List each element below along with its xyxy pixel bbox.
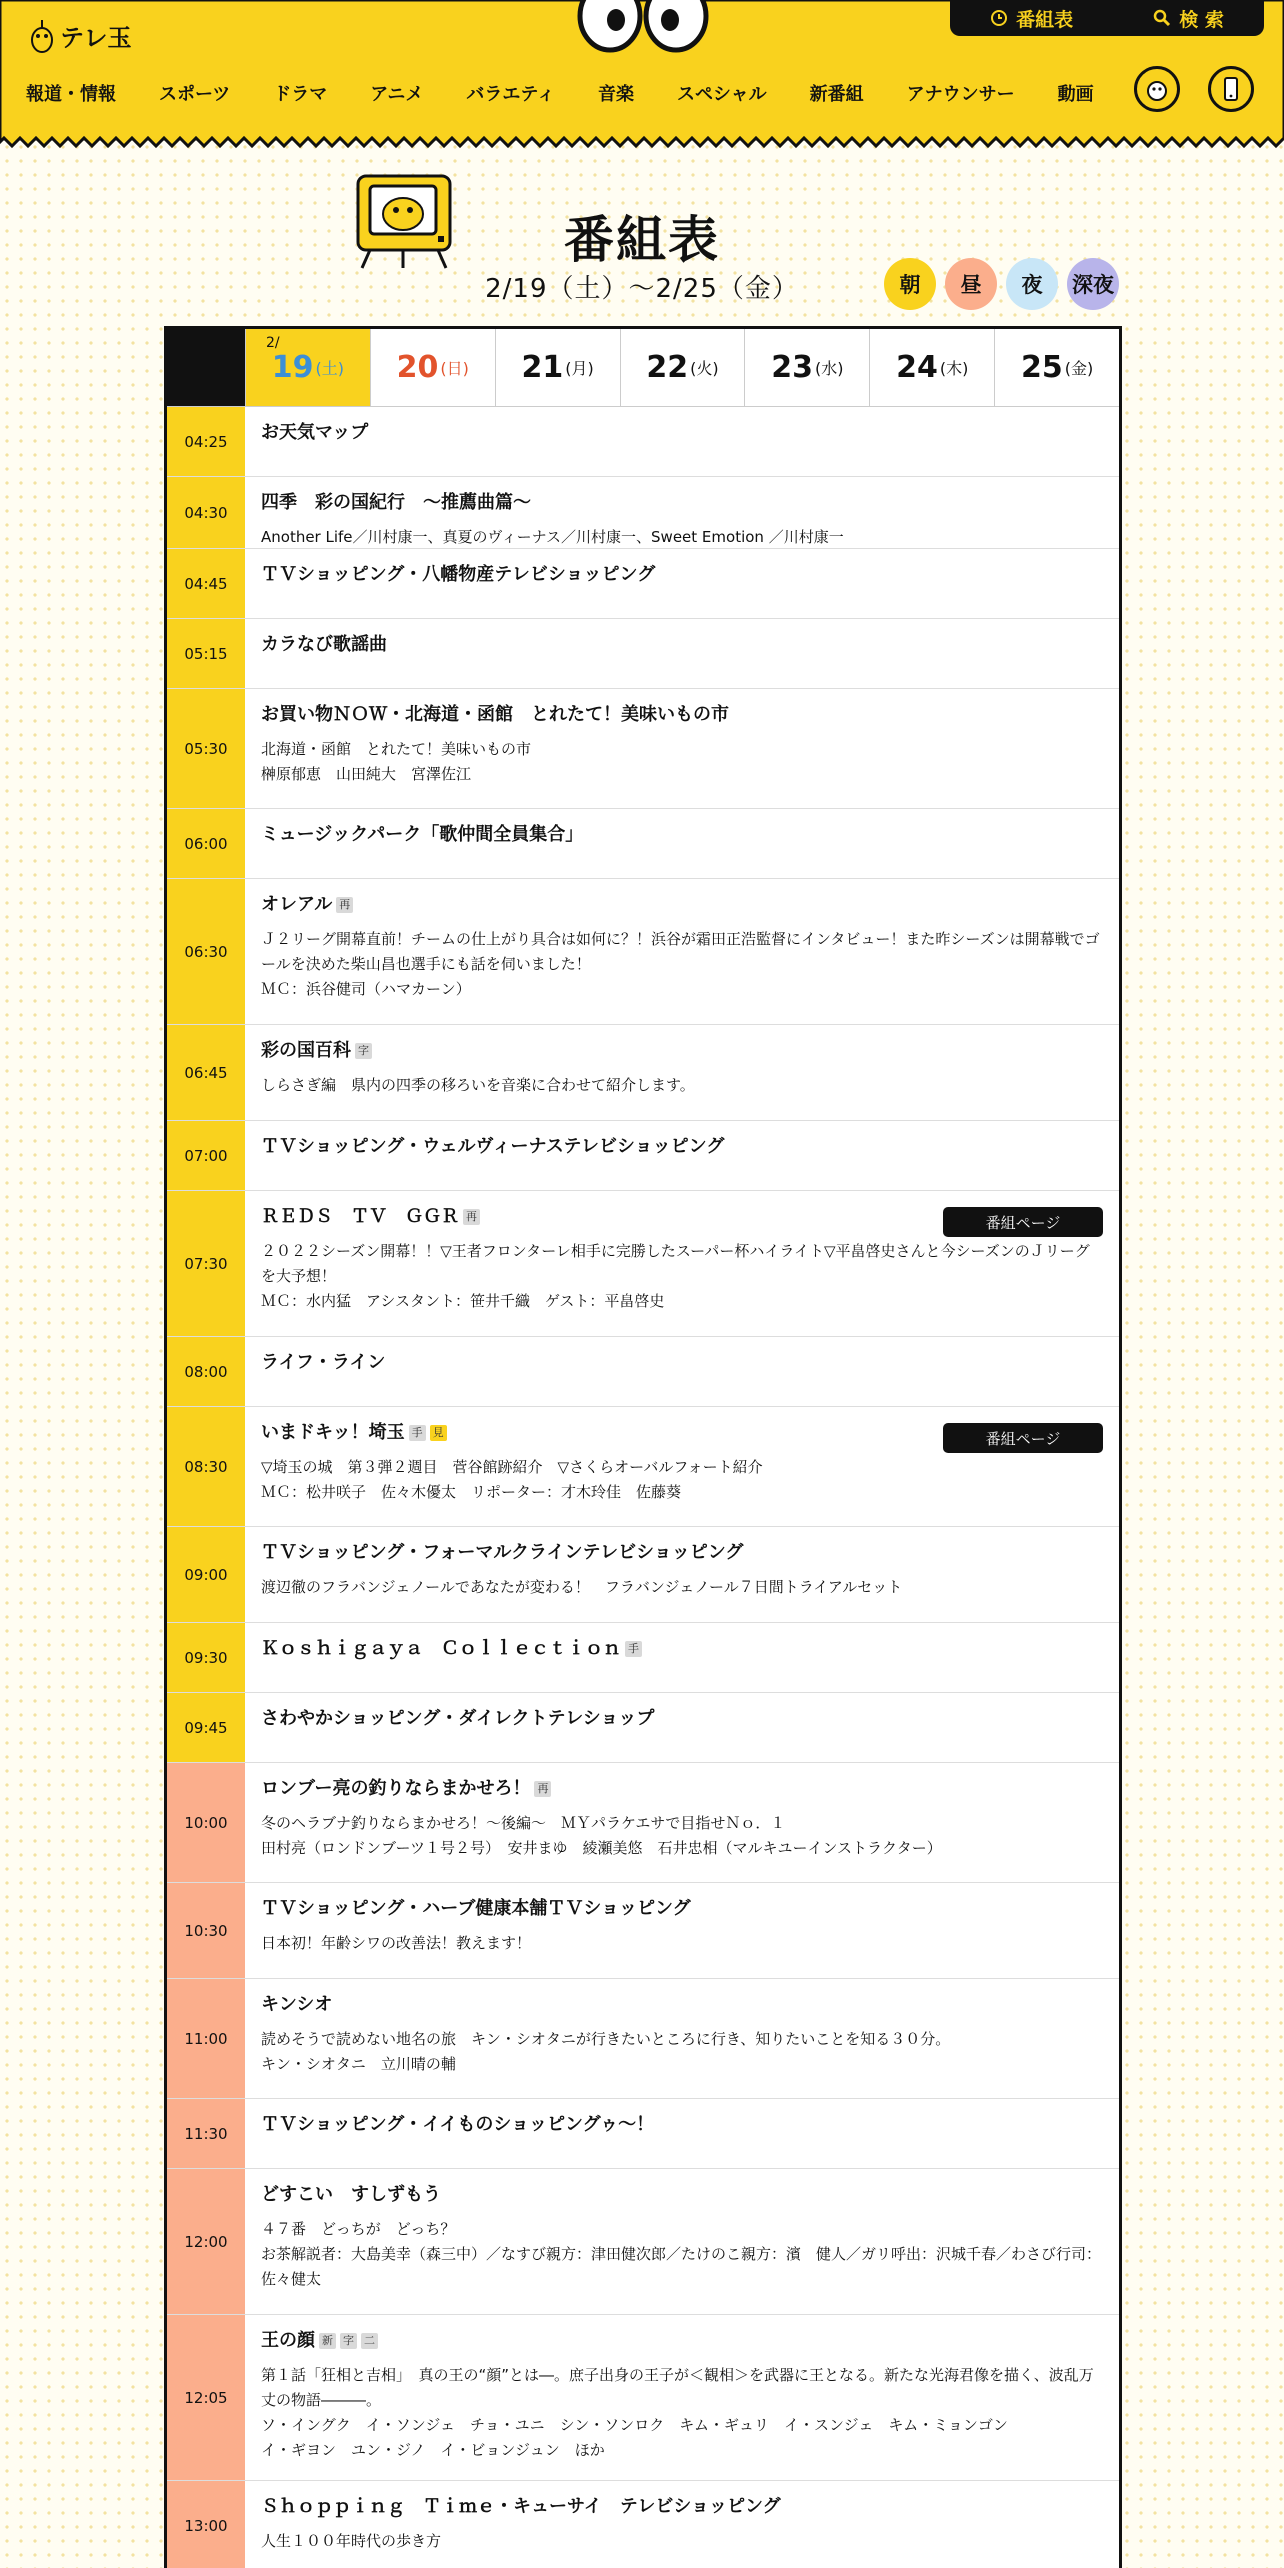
program-title: キンシオ bbox=[261, 1994, 333, 2015]
program-title: カラなび歌謡曲 bbox=[261, 634, 387, 655]
program-badge: 字 bbox=[355, 1043, 372, 1059]
program-cell[interactable] bbox=[245, 1337, 1119, 1406]
program-row bbox=[167, 2481, 1119, 2568]
site-logo[interactable] bbox=[30, 16, 132, 54]
program-badge: 再 bbox=[534, 1781, 551, 1797]
day-number: 23 bbox=[771, 350, 813, 385]
search-icon bbox=[1153, 9, 1171, 27]
program-title-line bbox=[261, 2113, 1103, 2137]
program-time: 13:00 bbox=[167, 2481, 245, 2568]
program-cell[interactable] bbox=[245, 477, 1119, 548]
program-title: ＴＶショッピング・イイものショッピングゥ～！ bbox=[261, 2114, 655, 2135]
program-time: 08:30 bbox=[167, 1407, 245, 1526]
program-cell[interactable] bbox=[245, 809, 1119, 878]
day-tab-25[interactable] bbox=[994, 329, 1119, 406]
nav-new-programs[interactable]: 新番組 bbox=[809, 84, 864, 105]
nav-special[interactable]: スペシャル bbox=[676, 84, 767, 105]
program-row bbox=[167, 2099, 1119, 2169]
program-description: 第１話「狂相と吉相」 真の王の“顔”とは―。庶子出身の王子が＜観相＞を武器に王となる。新たな光海君像を描く、波乱万丈の物語―――。 ソ・イングク イ・ソンジェ チョ・ユニ シン・ソンロク キム・ギュリ イ・スンジェ キム・ミョンゴン イ・ギヨン ユン・ジノ イ・ビョンジュン ほか bbox=[261, 2366, 1094, 2459]
program-time: 09:45 bbox=[167, 1693, 245, 1762]
program-title: ＴＶショッピング・八幡物産テレビショッピング bbox=[261, 564, 656, 585]
search-link-label: 検 索 bbox=[1179, 8, 1224, 31]
program-cell[interactable] bbox=[245, 1623, 1119, 1692]
program-title: ＴＶショッピング・ハーブ健康本舗ＴＶショッピング bbox=[261, 1898, 691, 1919]
morning-button[interactable]: 朝 bbox=[884, 258, 936, 310]
program-cell[interactable] bbox=[245, 1979, 1119, 2098]
program-time: 09:30 bbox=[167, 1623, 245, 1692]
program-description: Another Life／川村康一、真夏のヴィーナス／川村康一、Sweet Emotion ／川村康一 bbox=[261, 528, 844, 546]
program-title: Ｓｈｏｐｐｉｎｇ Ｔｉｍｅ・キューサイ テレビショッピング bbox=[261, 2496, 781, 2517]
day-number: 21 bbox=[521, 350, 564, 385]
program-time: 06:45 bbox=[167, 1025, 245, 1120]
program-cell[interactable] bbox=[245, 1527, 1119, 1622]
day-tab-20[interactable] bbox=[370, 329, 495, 406]
late-night-button[interactable]: 深夜 bbox=[1067, 258, 1119, 310]
program-cell[interactable] bbox=[245, 407, 1119, 476]
program-time: 09:00 bbox=[167, 1527, 245, 1622]
program-title-line bbox=[261, 1637, 1103, 1661]
program-description: 人生１００年時代の歩き方 bbox=[261, 2532, 442, 2550]
day-number: 25 bbox=[1020, 350, 1063, 385]
program-time: 12:05 bbox=[167, 2315, 245, 2480]
program-cell[interactable] bbox=[245, 2481, 1119, 2568]
program-row bbox=[167, 1191, 1119, 1337]
program-title: さわやかショッピング・ダイレクトテレショップ bbox=[261, 1708, 655, 1729]
mascot-eyes-icon bbox=[568, 0, 718, 62]
mobile-phone-icon bbox=[1218, 76, 1244, 102]
daytime-button[interactable]: 昼 bbox=[945, 258, 997, 310]
logo-text: テレ玉 bbox=[60, 23, 132, 52]
program-description: しらさぎ編 県内の四季の移ろいを音楽に合わせて紹介します。 bbox=[261, 1076, 695, 1094]
program-title-line bbox=[261, 2495, 1103, 2519]
program-page-button[interactable]: 番組ページ bbox=[943, 1423, 1103, 1453]
program-row bbox=[167, 1121, 1119, 1191]
program-cell[interactable] bbox=[245, 1121, 1119, 1190]
mascot-logo-icon bbox=[30, 16, 54, 54]
program-badge: 手 bbox=[625, 1641, 642, 1657]
program-badge: 手 bbox=[409, 1425, 426, 1441]
program-description: Ｊ２リーグ開幕直前！チームの仕上がり具合は如何に？！浜谷が霜田正浩監督にインタビュー！また昨シーズンは開幕戦でゴールを決めた柴山昌也選手にも話を伺いました！ ＭＣ：浜谷健司（ハマカーン） bbox=[261, 930, 1100, 998]
program-row bbox=[167, 1979, 1119, 2099]
program-time: 06:30 bbox=[167, 879, 245, 1024]
program-time: 04:25 bbox=[167, 407, 245, 476]
program-description: ４７番 どっちが どっち？ お茶解説者：大島美幸（森三中）／なすび親方：津田健次郎／たけのこ親方：濱 健人／ガリ呼出：沢城千春／わさび行司：佐々健太 bbox=[261, 2220, 1102, 2288]
program-description: ▽埼玉の城 第３弾２週目 菅谷館跡紹介 ▽さくらオーバルフォート紹介 ＭＣ：松井咲子 佐々木優太 リポーター：才木玲佳 佐藤葵 bbox=[261, 1458, 763, 1501]
program-title: 四季 彩の国紀行 ～推薦曲篇～ bbox=[261, 492, 531, 513]
program-time: 07:00 bbox=[167, 1121, 245, 1190]
program-badge: 再 bbox=[463, 1209, 480, 1225]
program-row bbox=[167, 1025, 1119, 1121]
nav-announcers[interactable]: アナウンサー bbox=[906, 84, 1015, 105]
program-row bbox=[167, 1337, 1119, 1407]
program-description: 渡辺徹のフラバンジェノールであなたが変わる！ フラバンジェノール７日間トライアルセット bbox=[261, 1578, 903, 1596]
program-cell[interactable] bbox=[245, 619, 1119, 688]
program-row bbox=[167, 477, 1119, 549]
program-row bbox=[167, 549, 1119, 619]
program-title: どすこい すしずもう bbox=[261, 2184, 441, 2205]
program-cell[interactable] bbox=[245, 2315, 1119, 2480]
program-grid bbox=[164, 326, 1122, 2568]
search-link[interactable] bbox=[1153, 5, 1224, 32]
program-time: 07:30 bbox=[167, 1191, 245, 1336]
program-cell[interactable] bbox=[245, 2099, 1119, 2168]
program-row bbox=[167, 879, 1119, 1025]
day-tabs-corner bbox=[167, 329, 245, 406]
program-cell[interactable] bbox=[245, 1883, 1119, 1978]
program-badge: 二 bbox=[361, 2333, 378, 2349]
program-time: 11:00 bbox=[167, 1979, 245, 2098]
program-time: 05:30 bbox=[167, 689, 245, 808]
program-list bbox=[167, 407, 1119, 2568]
program-title-line bbox=[261, 1777, 1103, 1801]
schedule-link-label: 番組表 bbox=[1016, 8, 1074, 31]
mobile-link[interactable] bbox=[1208, 66, 1254, 112]
program-badge: 字 bbox=[340, 2333, 357, 2349]
program-title: ＴＶショッピング・ウェルヴィーナステレビショッピング bbox=[261, 1136, 725, 1157]
program-title-line bbox=[261, 2183, 1103, 2207]
program-row bbox=[167, 689, 1119, 809]
program-description: 読めそうで読めない地名の旅 キン・シオタニが行きたいところに行き、知りたいことを知る３０分。 キン・シオタニ 立川晴の輔 bbox=[261, 2030, 951, 2073]
program-row bbox=[167, 2315, 1119, 2481]
program-title-line bbox=[261, 2329, 1103, 2353]
day-of-week: (木) bbox=[939, 359, 969, 378]
page-title: 番組表 bbox=[564, 211, 720, 269]
program-cell[interactable] bbox=[245, 879, 1119, 1024]
day-month: 2/ bbox=[266, 335, 280, 351]
program-title: Ｋｏｓｈｉｇａｙａ Ｃｏｌｌｅｃｔｉｏｎ bbox=[261, 1638, 621, 1659]
program-cell[interactable] bbox=[245, 2169, 1119, 2314]
program-title-line bbox=[261, 563, 1103, 587]
main-nav bbox=[26, 80, 1137, 106]
program-description: 日本初！年齢シワの改善法！教えます！ bbox=[261, 1934, 532, 1952]
day-of-week: (火) bbox=[690, 359, 719, 378]
day-of-week: (月) bbox=[565, 359, 594, 378]
program-title: オレアル bbox=[261, 894, 333, 915]
program-cell[interactable] bbox=[245, 1693, 1119, 1762]
program-title: ミュージックパーク「歌仲間全員集合」 bbox=[261, 824, 584, 845]
program-title: お天気マップ bbox=[261, 422, 369, 443]
program-time: 04:45 bbox=[167, 549, 245, 618]
program-time: 04:30 bbox=[167, 477, 245, 548]
program-row bbox=[167, 619, 1119, 689]
program-title-line bbox=[261, 1039, 1103, 1063]
program-cell[interactable] bbox=[245, 549, 1119, 618]
program-title: 彩の国百科 bbox=[261, 1040, 351, 1061]
program-title-line bbox=[261, 1897, 1103, 1921]
program-cell[interactable] bbox=[245, 1025, 1119, 1120]
program-time: 10:30 bbox=[167, 1883, 245, 1978]
date-range: 2/19（土）〜2/25（金） bbox=[485, 274, 799, 304]
day-of-week: (土) bbox=[315, 359, 345, 378]
program-row bbox=[167, 809, 1119, 879]
nav-sports[interactable]: スポーツ bbox=[159, 84, 231, 105]
day-of-week: (金) bbox=[1064, 359, 1094, 378]
program-cell[interactable] bbox=[245, 1763, 1119, 1882]
program-time: 08:00 bbox=[167, 1337, 245, 1406]
nav-news[interactable]: 報道・情報 bbox=[26, 84, 116, 105]
program-row bbox=[167, 1763, 1119, 1883]
program-cell[interactable] bbox=[245, 689, 1119, 808]
program-title: ＲＥＤＳ ＴＶ ＧＧＲ bbox=[261, 1206, 459, 1227]
nav-variety[interactable]: バラエティ bbox=[466, 84, 555, 105]
program-time: 06:00 bbox=[167, 809, 245, 878]
day-tab-24[interactable] bbox=[869, 329, 994, 406]
program-row bbox=[167, 1623, 1119, 1693]
program-time: 11:30 bbox=[167, 2099, 245, 2168]
program-description: ２０２２シーズン開幕！！▽王者フロンターレ相手に完勝したスーパー杯ハイライト▽平畠啓史さんと今シーズンのＪリーグを大予想！ ＭＣ：水内猛 アシスタント：笹井千織 ゲスト：平畠啓史 bbox=[261, 1242, 1090, 1310]
program-title-line bbox=[261, 1541, 1103, 1565]
nav-music[interactable]: 音楽 bbox=[597, 84, 634, 105]
program-title-line bbox=[261, 491, 1103, 515]
nav-drama[interactable]: ドラマ bbox=[273, 84, 328, 105]
program-title: ＴＶショッピング・フォーマルクラインテレビショッピング bbox=[261, 1542, 744, 1563]
page-heading bbox=[0, 160, 1284, 330]
program-title: ロンブー亮の釣りならまかせろ！ bbox=[261, 1778, 531, 1799]
program-title-line bbox=[261, 703, 1103, 727]
program-title-line bbox=[261, 1707, 1103, 1731]
program-time: 05:15 bbox=[167, 619, 245, 688]
program-title-line bbox=[261, 1351, 1103, 1375]
program-row bbox=[167, 2169, 1119, 2315]
utility-bar bbox=[950, 0, 1264, 36]
evening-button[interactable]: 夜 bbox=[1006, 258, 1058, 310]
program-badge: 新 bbox=[319, 2333, 336, 2349]
program-cell[interactable] bbox=[245, 1191, 1119, 1336]
program-badge: 再 bbox=[336, 897, 353, 913]
program-row bbox=[167, 407, 1119, 477]
program-description: 北海道・函館 とれたて！美味いもの市 榊原郁恵 山田純大 宮澤佐江 bbox=[261, 740, 532, 783]
program-title-line bbox=[261, 823, 1103, 847]
day-of-week: (日) bbox=[440, 359, 469, 378]
program-title: お買い物ＮＯＷ・北海道・函館 とれたて！美味いもの市 bbox=[261, 704, 729, 725]
day-number: 20 bbox=[396, 350, 439, 385]
program-title-line bbox=[261, 633, 1103, 657]
program-title-line bbox=[261, 421, 1103, 445]
day-tab-19[interactable] bbox=[245, 329, 370, 406]
mascot-icon bbox=[1144, 76, 1170, 102]
program-row bbox=[167, 1883, 1119, 1979]
day-number: 22 bbox=[646, 350, 689, 385]
program-time: 10:00 bbox=[167, 1763, 245, 1882]
program-row bbox=[167, 1527, 1119, 1623]
program-time: 12:00 bbox=[167, 2169, 245, 2314]
teletama-kun-link[interactable] bbox=[1134, 66, 1180, 112]
program-title: いまドキッ！埼玉 bbox=[261, 1422, 405, 1443]
program-page-button[interactable]: 番組ページ bbox=[943, 1207, 1103, 1237]
site-header bbox=[0, 0, 1284, 150]
program-description: 冬のヘラブナ釣りならまかせろ！～後編～ ＭＹパラケエサで目指せＮｏ．１ 田村亮（ロンドンブーツ１号２号） 安井まゆ 綾瀬美悠 石井忠相（マルキユーインストラクター） bbox=[261, 1814, 942, 1857]
program-badge: 見 bbox=[430, 1425, 447, 1441]
program-row bbox=[167, 1693, 1119, 1763]
clock-icon bbox=[990, 9, 1008, 27]
program-title: 王の顔 bbox=[261, 2330, 315, 2351]
day-tab-22[interactable] bbox=[620, 329, 745, 406]
day-tab-21[interactable] bbox=[495, 329, 620, 406]
nav-anime[interactable]: アニメ bbox=[370, 84, 424, 105]
day-number: 24 bbox=[896, 350, 938, 385]
day-of-week: (水) bbox=[814, 359, 844, 378]
program-row bbox=[167, 1407, 1119, 1527]
day-tab-23[interactable] bbox=[744, 329, 869, 406]
program-cell[interactable] bbox=[245, 1407, 1119, 1526]
program-title-line bbox=[261, 893, 1103, 917]
day-number: 19 bbox=[271, 350, 314, 385]
program-title-line bbox=[261, 1993, 1103, 2017]
program-title-line bbox=[261, 1135, 1103, 1159]
program-title: ライフ・ライン bbox=[261, 1352, 386, 1373]
schedule-link[interactable] bbox=[990, 5, 1073, 32]
nav-videos[interactable]: 動画 bbox=[1057, 84, 1094, 105]
day-tabs bbox=[167, 329, 1119, 407]
